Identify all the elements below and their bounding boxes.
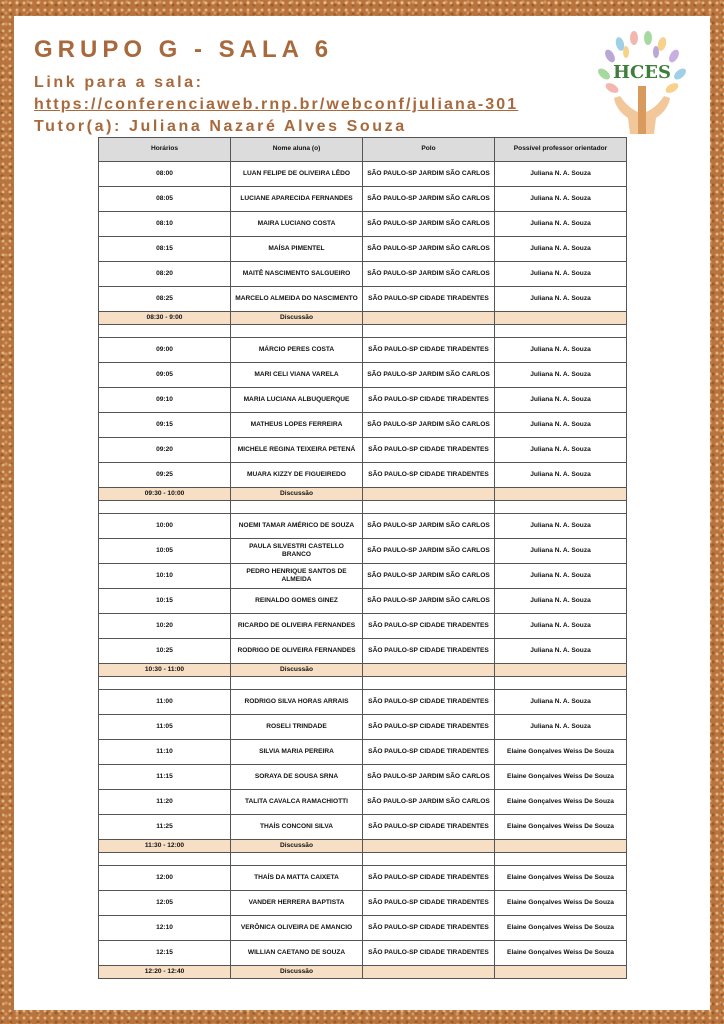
cell-polo: SÃO PAULO-SP CIDADE TIRADENTES <box>363 941 495 966</box>
cell-time: 10:05 <box>99 539 231 564</box>
cell-time: 10:00 <box>99 514 231 539</box>
cell-student: WILLIAN CAETANO DE SOUZA <box>231 941 363 966</box>
cell-advisor: Elaine Gonçalves Weiss De Souza <box>495 790 627 815</box>
cell-student <box>231 853 363 866</box>
table-row <box>99 790 627 815</box>
cell-advisor: Juliana N. A. Souza <box>495 614 627 639</box>
cell-student: RODRIGO DE OLIVEIRA FERNANDES <box>231 639 363 664</box>
cell-advisor: Elaine Gonçalves Weiss De Souza <box>495 941 627 966</box>
cell-advisor: Juliana N. A. Souza <box>495 338 627 363</box>
table-row <box>99 363 627 388</box>
discussion-row <box>99 966 627 979</box>
cell-polo: SÃO PAULO-SP CIDADE TIRADENTES <box>363 740 495 765</box>
cell-student: MARIA LUCIANA ALBUQUERQUE <box>231 388 363 413</box>
cell-student: Discussão <box>231 488 363 501</box>
table-row <box>99 539 627 564</box>
table-row <box>99 866 627 891</box>
cell-student: MARI CELI VIANA VARELA <box>231 363 363 388</box>
cell-advisor: Elaine Gonçalves Weiss De Souza <box>495 765 627 790</box>
cell-polo: SÃO PAULO-SP CIDADE TIRADENTES <box>363 438 495 463</box>
table-row <box>99 463 627 488</box>
cell-polo <box>363 677 495 690</box>
table-row <box>99 614 627 639</box>
table-row <box>99 891 627 916</box>
cell-advisor: Elaine Gonçalves Weiss De Souza <box>495 891 627 916</box>
cell-polo <box>363 312 495 325</box>
cell-advisor: Juliana N. A. Souza <box>495 162 627 187</box>
cell-advisor: Elaine Gonçalves Weiss De Souza <box>495 916 627 941</box>
cell-polo: SÃO PAULO-SP JARDIM SÃO CARLOS <box>363 564 495 589</box>
cell-time <box>99 853 231 866</box>
cell-polo <box>363 488 495 501</box>
cell-time: 08:10 <box>99 212 231 237</box>
cell-advisor <box>495 677 627 690</box>
column-header-time: Horários <box>99 138 231 162</box>
link-label: Link para a sala: <box>34 74 204 91</box>
cell-polo: SÃO PAULO-SP CIDADE TIRADENTES <box>363 639 495 664</box>
cell-student: MATHEUS LOPES FERREIRA <box>231 413 363 438</box>
cell-advisor: Juliana N. A. Souza <box>495 363 627 388</box>
table-row <box>99 916 627 941</box>
cell-advisor <box>495 966 627 979</box>
cell-student: REINALDO GOMES GINEZ <box>231 589 363 614</box>
cell-polo: SÃO PAULO-SP JARDIM SÃO CARLOS <box>363 765 495 790</box>
cell-time: 08:20 <box>99 262 231 287</box>
cell-time: 12:05 <box>99 891 231 916</box>
cell-advisor: Juliana N. A. Souza <box>495 287 627 312</box>
cell-time: 10:15 <box>99 589 231 614</box>
cell-advisor <box>495 840 627 853</box>
cell-time: 12:10 <box>99 916 231 941</box>
cell-student: ROSELI TRINDADE <box>231 715 363 740</box>
cell-advisor: Elaine Gonçalves Weiss De Souza <box>495 740 627 765</box>
cell-advisor: Juliana N. A. Souza <box>495 187 627 212</box>
cell-advisor: Juliana N. A. Souza <box>495 438 627 463</box>
cell-student: MAÍSA PIMENTEL <box>231 237 363 262</box>
cell-polo: SÃO PAULO-SP JARDIM SÃO CARLOS <box>363 790 495 815</box>
cell-time <box>99 325 231 338</box>
cell-polo: SÃO PAULO-SP JARDIM SÃO CARLOS <box>363 363 495 388</box>
cell-polo: SÃO PAULO-SP CIDADE TIRADENTES <box>363 866 495 891</box>
cell-advisor: Juliana N. A. Souza <box>495 639 627 664</box>
cell-student: THAÍS CONCONI SILVA <box>231 815 363 840</box>
cell-advisor <box>495 488 627 501</box>
cell-time: 08:05 <box>99 187 231 212</box>
discussion-row <box>99 312 627 325</box>
cell-advisor: Juliana N. A. Souza <box>495 690 627 715</box>
table-row <box>99 765 627 790</box>
table-row <box>99 413 627 438</box>
logo-text: HCES <box>612 62 672 83</box>
cell-advisor: Juliana N. A. Souza <box>495 237 627 262</box>
cell-polo: SÃO PAULO-SP CIDADE TIRADENTES <box>363 690 495 715</box>
cell-polo <box>363 853 495 866</box>
cell-time: 10:30 - 11:00 <box>99 664 231 677</box>
cell-student: PEDRO HENRIQUE SANTOS DE ALMEIDA <box>231 564 363 589</box>
table-row <box>99 514 627 539</box>
cell-time: 08:15 <box>99 237 231 262</box>
cell-student: VANDER HERRERA BAPTISTA <box>231 891 363 916</box>
cell-advisor: Juliana N. A. Souza <box>495 539 627 564</box>
spacer-row <box>99 853 627 866</box>
cell-polo <box>363 501 495 514</box>
cell-student: SILVIA MARIA PEREIRA <box>231 740 363 765</box>
table-row <box>99 287 627 312</box>
cell-time: 09:25 <box>99 463 231 488</box>
cell-student: Discussão <box>231 840 363 853</box>
table-header-row <box>99 138 627 162</box>
cell-polo: SÃO PAULO-SP CIDADE TIRADENTES <box>363 338 495 363</box>
cell-polo: SÃO PAULO-SP CIDADE TIRADENTES <box>363 715 495 740</box>
cell-student: VERÔNICA OLIVEIRA DE AMANCIO <box>231 916 363 941</box>
cell-student <box>231 501 363 514</box>
cell-student: MARCELO ALMEIDA DO NASCIMENTO <box>231 287 363 312</box>
spacer-row <box>99 677 627 690</box>
cell-polo: SÃO PAULO-SP CIDADE TIRADENTES <box>363 287 495 312</box>
cell-time <box>99 501 231 514</box>
table-row <box>99 262 627 287</box>
cell-advisor: Juliana N. A. Souza <box>495 564 627 589</box>
cell-student: MÁRCIO PERES COSTA <box>231 338 363 363</box>
cell-student <box>231 325 363 338</box>
cell-polo <box>363 325 495 338</box>
cell-polo: SÃO PAULO-SP JARDIM SÃO CARLOS <box>363 237 495 262</box>
discussion-row <box>99 664 627 677</box>
cell-time: 10:10 <box>99 564 231 589</box>
table-row <box>99 187 627 212</box>
cell-advisor: Elaine Gonçalves Weiss De Souza <box>495 815 627 840</box>
discussion-row <box>99 488 627 501</box>
cell-advisor <box>495 325 627 338</box>
table-row <box>99 162 627 187</box>
cell-student: MAITÊ NASCIMENTO SALGUEIRO <box>231 262 363 287</box>
cell-student: LUAN FELIPE DE OLIVEIRA LÊDO <box>231 162 363 187</box>
table-row <box>99 589 627 614</box>
cell-polo: SÃO PAULO-SP JARDIM SÃO CARLOS <box>363 187 495 212</box>
cell-student: Discussão <box>231 966 363 979</box>
cell-polo: SÃO PAULO-SP JARDIM SÃO CARLOS <box>363 162 495 187</box>
cell-student: Discussão <box>231 312 363 325</box>
cell-polo <box>363 664 495 677</box>
cell-advisor: Juliana N. A. Souza <box>495 212 627 237</box>
cell-polo: SÃO PAULO-SP JARDIM SÃO CARLOS <box>363 262 495 287</box>
cell-advisor <box>495 501 627 514</box>
column-header-advisor: Possível professor orientador <box>495 138 627 162</box>
cell-time: 09:20 <box>99 438 231 463</box>
cell-polo: SÃO PAULO-SP JARDIM SÃO CARLOS <box>363 413 495 438</box>
cell-student: MAIRA LUCIANO COSTA <box>231 212 363 237</box>
cell-time: 12:00 <box>99 866 231 891</box>
cell-polo: SÃO PAULO-SP CIDADE TIRADENTES <box>363 891 495 916</box>
spacer-row <box>99 501 627 514</box>
spacer-row <box>99 325 627 338</box>
cell-time: 10:25 <box>99 639 231 664</box>
table-row <box>99 740 627 765</box>
schedule-table <box>98 137 627 979</box>
cell-student <box>231 677 363 690</box>
cell-time: 11:10 <box>99 740 231 765</box>
cell-student: PAULA SILVESTRI CASTELLO BRANCO <box>231 539 363 564</box>
cell-polo: SÃO PAULO-SP JARDIM SÃO CARLOS <box>363 514 495 539</box>
cell-polo: SÃO PAULO-SP JARDIM SÃO CARLOS <box>363 589 495 614</box>
cell-polo: SÃO PAULO-SP CIDADE TIRADENTES <box>363 815 495 840</box>
cell-advisor <box>495 664 627 677</box>
table-row <box>99 815 627 840</box>
cell-time: 11:20 <box>99 790 231 815</box>
cell-polo: SÃO PAULO-SP JARDIM SÃO CARLOS <box>363 539 495 564</box>
cell-polo: SÃO PAULO-SP CIDADE TIRADENTES <box>363 916 495 941</box>
cell-polo: SÃO PAULO-SP CIDADE TIRADENTES <box>363 463 495 488</box>
cell-student: MUARA KIZZY DE FIGUEIREDO <box>231 463 363 488</box>
cell-time <box>99 677 231 690</box>
cell-time: 09:15 <box>99 413 231 438</box>
cell-advisor: Juliana N. A. Souza <box>495 262 627 287</box>
cell-time: 09:05 <box>99 363 231 388</box>
hces-logo <box>590 26 694 138</box>
cell-time: 10:20 <box>99 614 231 639</box>
cell-student: THAÍS DA MATTA CAIXETA <box>231 866 363 891</box>
cell-advisor: Juliana N. A. Souza <box>495 463 627 488</box>
cell-advisor: Juliana N. A. Souza <box>495 715 627 740</box>
page-title: GRUPO G - SALA 6 <box>34 36 334 63</box>
cell-student: RICARDO DE OLIVEIRA FERNANDES <box>231 614 363 639</box>
cell-advisor: Elaine Gonçalves Weiss De Souza <box>495 866 627 891</box>
cell-time: 08:30 - 9:00 <box>99 312 231 325</box>
table-row <box>99 212 627 237</box>
cell-student: TALITA CAVALCA RAMACHIOTTI <box>231 790 363 815</box>
cell-polo <box>363 840 495 853</box>
column-header-student: Nome aluna (o) <box>231 138 363 162</box>
cell-student: Discussão <box>231 664 363 677</box>
cell-time: 08:25 <box>99 287 231 312</box>
cell-time: 08:00 <box>99 162 231 187</box>
cell-time: 11:30 - 12:00 <box>99 840 231 853</box>
table-row <box>99 941 627 966</box>
cell-polo: SÃO PAULO-SP CIDADE TIRADENTES <box>363 614 495 639</box>
tutor-line: Tutor(a): Juliana Nazaré Alves Souza <box>34 118 407 135</box>
cell-student: RODRIGO SILVA HORAS ARRAIS <box>231 690 363 715</box>
discussion-row <box>99 840 627 853</box>
table-row <box>99 690 627 715</box>
cell-polo <box>363 966 495 979</box>
table-row <box>99 237 627 262</box>
cell-polo: SÃO PAULO-SP CIDADE TIRADENTES <box>363 388 495 413</box>
document-page <box>14 16 710 1010</box>
cell-time: 09:30 - 10:00 <box>99 488 231 501</box>
cell-student: NOEMI TAMAR AMÉRICO DE SOUZA <box>231 514 363 539</box>
table-row <box>99 388 627 413</box>
column-header-polo: Polo <box>363 138 495 162</box>
cell-time: 11:05 <box>99 715 231 740</box>
cell-time: 09:00 <box>99 338 231 363</box>
cell-student: SORAYA DE SOUSA SRNA <box>231 765 363 790</box>
table-row <box>99 639 627 664</box>
cell-advisor: Juliana N. A. Souza <box>495 514 627 539</box>
cell-time: 12:15 <box>99 941 231 966</box>
cell-time: 11:15 <box>99 765 231 790</box>
cell-time: 09:10 <box>99 388 231 413</box>
table-row <box>99 715 627 740</box>
cell-time: 12:20 - 12:40 <box>99 966 231 979</box>
cell-time: 11:25 <box>99 815 231 840</box>
cell-advisor <box>495 853 627 866</box>
cell-advisor: Juliana N. A. Souza <box>495 388 627 413</box>
hands-icon <box>614 86 670 134</box>
table-row <box>99 564 627 589</box>
table-row <box>99 338 627 363</box>
cell-student: LUCIANE APARECIDA FERNANDES <box>231 187 363 212</box>
table-row <box>99 438 627 463</box>
room-link[interactable]: https://conferenciaweb.rnp.br/webconf/juliana-301 <box>34 96 519 113</box>
cell-time: 11:00 <box>99 690 231 715</box>
cell-advisor: Juliana N. A. Souza <box>495 589 627 614</box>
cell-advisor: Juliana N. A. Souza <box>495 413 627 438</box>
cell-student: MICHELE REGINA TEIXEIRA PETENÁ <box>231 438 363 463</box>
cell-polo: SÃO PAULO-SP JARDIM SÃO CARLOS <box>363 212 495 237</box>
cell-advisor <box>495 312 627 325</box>
